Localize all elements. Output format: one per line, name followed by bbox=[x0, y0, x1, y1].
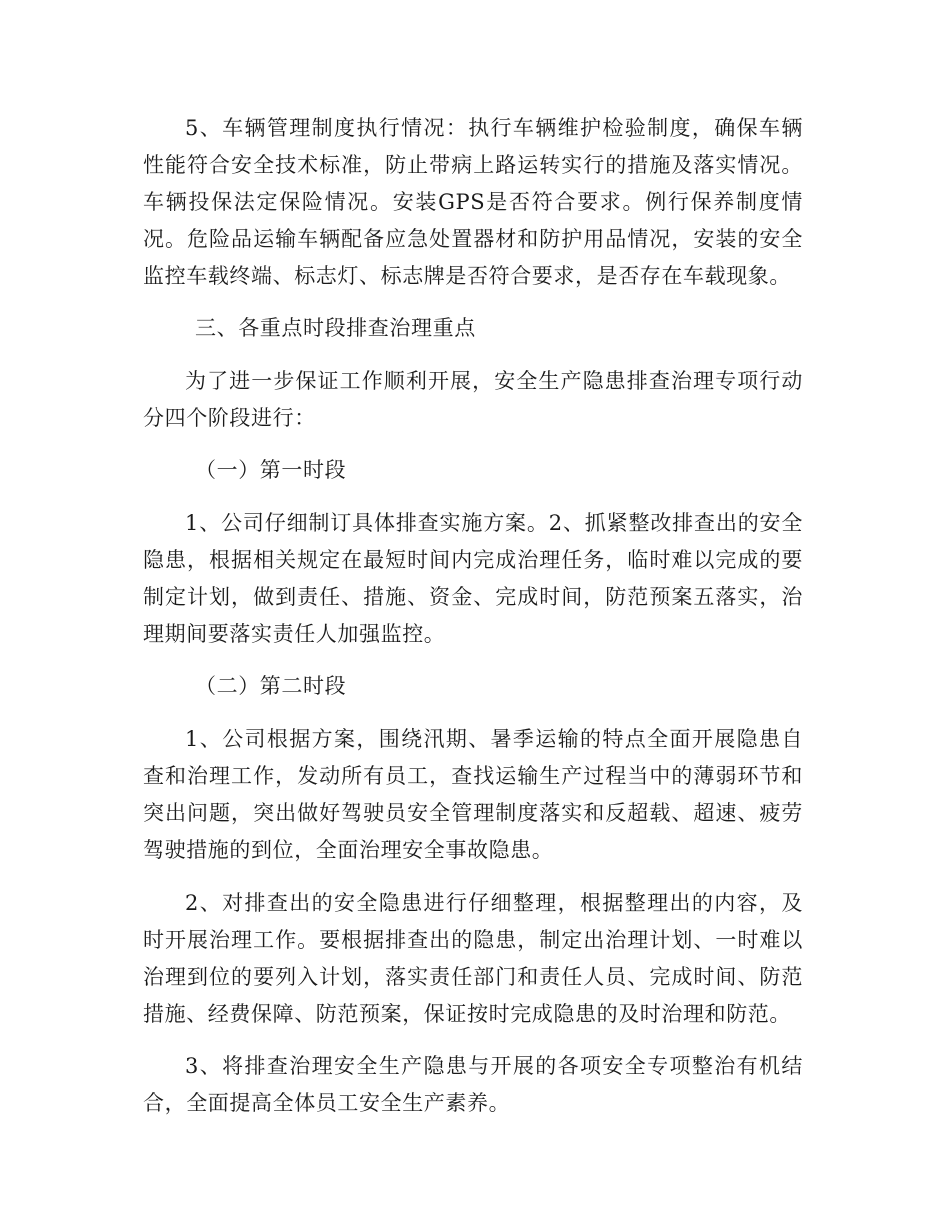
paragraph-four-stages: 为了进一步保证工作顺利开展，安全生产隐患排查治理专项行动分四个阶段进行： bbox=[143, 369, 803, 430]
subheading-first-period: （一）第一时段 bbox=[195, 458, 347, 482]
paragraph-second-period-item-1: 1、公司根据方案，围绕汛期、暑季运输的特点全面开展隐患自查和治理工作，发动所有员工，查找运输生产过程当中的薄弱环节和突出问题，突出做好驾驶员安全管理制度落实和反超载、超速、疲劳驾驶措施的到位，全面治理安全事故隐患。 bbox=[143, 727, 803, 862]
paragraph-first-period-content: 1、公司仔细制订具体排查实施方案。2、抓紧整改排查出的安全隐患，根据相关规定在最短时间内完成治理任务，临时难以完成的要制定计划，做到责任、措施、资金、完成时间，防范预案五落实，治理期间要落实责任人加强监控。 bbox=[143, 511, 803, 646]
section-heading-key-periods: 三、各重点时段排查治理重点 bbox=[195, 316, 476, 340]
paragraph-vehicle-management: 5、车辆管理制度执行情况：执行车辆维护检验制度，确保车辆性能符合安全技术标准，防止带病上路运转实行的措施及落实情况。车辆投保法定保险情况。安装GPS是否符合要求。例行保养制度情况。危险品运输车辆配备应急处置器材和防护用品情况，安装的安全监控车载终端、标志灯、标志牌是否符合要求，是否存在车载现象。 bbox=[143, 116, 803, 288]
paragraph-second-period-item-2: 2、对排查出的安全隐患进行仔细整理，根据整理出的内容，及时开展治理工作。要根据排查出的隐患，制定出治理计划、一时难以治理到位的要列入计划，落实责任部门和责任人员、完成时间、防范措施、经费保障、防范预案，保证按时完成隐患的及时治理和防范。 bbox=[143, 891, 803, 1026]
paragraph-second-period-item-3: 3、将排查治理安全生产隐患与开展的各项安全专项整治有机结合，全面提高全体员工安全生产素养。 bbox=[143, 1054, 803, 1115]
subheading-second-period: （二）第二时段 bbox=[195, 674, 347, 698]
